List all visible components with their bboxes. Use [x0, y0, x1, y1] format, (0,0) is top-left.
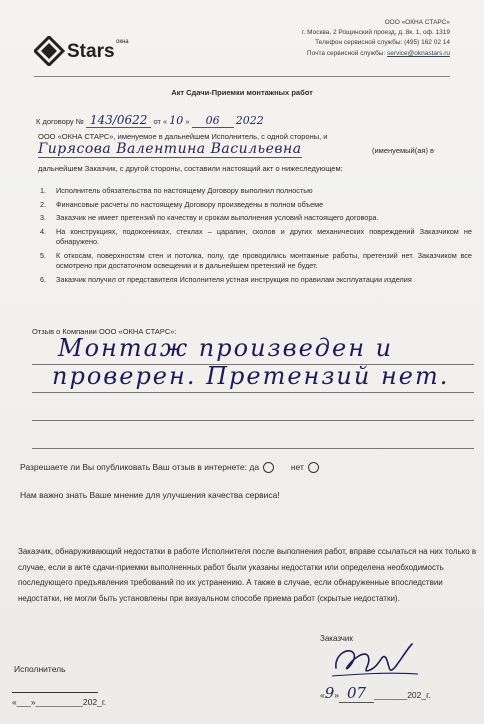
importance-note: Нам важно знать Ваше мнение для улучшения качества сервиса!	[20, 490, 280, 500]
company-logo	[34, 36, 138, 66]
executor-signature-line[interactable]	[12, 692, 98, 693]
list-item: 2. Финансовые расчеты по настоящему Договору произведены в полном объеме	[40, 199, 324, 209]
review-rule-2	[32, 392, 474, 393]
contract-from: от «	[153, 117, 168, 126]
terms-list	[40, 186, 472, 288]
publish-question-row	[20, 462, 319, 473]
email-label: Почта сервисной службы:	[306, 49, 386, 57]
review-rule-1	[32, 364, 474, 365]
publish-no-label: нет	[290, 462, 304, 472]
parties-line-3: дальнейшем Заказчик, с другой стороны, составили настоящий акт о нижеследующем:	[38, 164, 343, 173]
header-divider	[34, 76, 450, 77]
customer-date-day[interactable]: 9	[324, 684, 335, 702]
review-text-line-2[interactable]: проверен. Претензий нет.	[52, 362, 450, 390]
disclaimer-paragraph: Заказчик, обнаруживающий недостатки в работе Исполнителя после выполнения работ, вправе ссылаться на них только в случае, если в акте сдачи-приемки выполненных работ были указаны недостатки или определена необходимость последующего предъявления требований по их устранению. А также в случае, если обнаруженные впоследствии недостатки, не могли быть установлены при визуальном способе приема работ (скрытые недостатки).	[18, 547, 477, 603]
executor-label: Исполнитель	[14, 664, 66, 674]
publish-question: Разрешаете ли Вы опубликовать Ваш отзыв в интернете: да	[20, 462, 260, 472]
publish-no-radio[interactable]	[308, 462, 319, 473]
review-rule-4	[32, 448, 474, 449]
company-phone: Телефон сервисной службы: (495) 162 02 14	[315, 39, 450, 47]
contract-quote-close: »	[185, 117, 190, 126]
customer-name: Гирясова Валентина Васильевна	[38, 141, 302, 157]
logo-small-text: окна	[116, 39, 129, 45]
parties-line-1: ООО «ОКНА СТАРС», именуемое в дальнейшем Исполнитель, с одной стороны, и	[38, 132, 328, 141]
document-title: Акт Сдачи-Приемки монтажных работ	[171, 88, 313, 97]
customer-name-field[interactable]	[38, 140, 368, 158]
company-address: г. Москва, 2 Рощинский проезд, д. 8к. 1, оф. 1319	[301, 29, 450, 37]
contract-line	[36, 113, 264, 127]
executor-date: «___»__________202_г.	[12, 697, 107, 707]
contract-day[interactable]: 10	[169, 114, 184, 127]
contract-prefix: К договору №	[36, 117, 84, 126]
list-item: 5. К откосам, поверхностям стен и потолка, полу, где проводились монтажные работы, претензий нет. Заказчиком все осмотрено при достаточном освещении и в дальнейшем претензий не будет.	[40, 250, 472, 270]
logo-emblem-icon	[35, 37, 63, 65]
parties-line-2-suffix: (именуемый(ая) в	[372, 146, 435, 155]
company-name: ООО «ОКНА СТАРС»	[384, 19, 450, 26]
customer-date: «9» 07 _______202_г.	[320, 684, 431, 702]
email-link[interactable]: service@oknastars.ru	[387, 49, 450, 57]
company-info	[302, 18, 450, 59]
logo-text: Stars	[67, 41, 115, 62]
list-item: 6. Заказчик получил от представителя Исполнителя устная инструкция по правилам эксплуатации изделия	[40, 274, 412, 284]
contract-year[interactable]: 2022	[235, 114, 264, 127]
list-item: 4. На конструкциях, подоконниках, стеклах – царапин, сколов и других механических повреждений Заказчиком не обнаружено.	[40, 226, 472, 246]
list-item: 3. Заказчик не имеет претензий по качеству и срокам выполнения условий настоящего договора.	[40, 213, 379, 222]
publish-yes-radio[interactable]	[263, 462, 274, 473]
customer-label: Заказчик	[320, 634, 353, 643]
customer-date-month[interactable]: 07	[339, 684, 374, 703]
customer-signature[interactable]	[330, 636, 420, 680]
review-text-line-1[interactable]: Монтаж произведен и	[58, 334, 394, 362]
contract-number[interactable]: 143/0622	[86, 113, 152, 128]
contract-month[interactable]: 06	[192, 114, 234, 128]
company-email-row	[302, 49, 450, 59]
list-item: 1. Исполнитель обязательства по настоящему Договору выполнил полностью	[40, 186, 313, 195]
review-rule-3	[32, 420, 474, 421]
review-label: Отзыв о Компании ООО «ОКНА СТАРС»:	[32, 327, 177, 336]
